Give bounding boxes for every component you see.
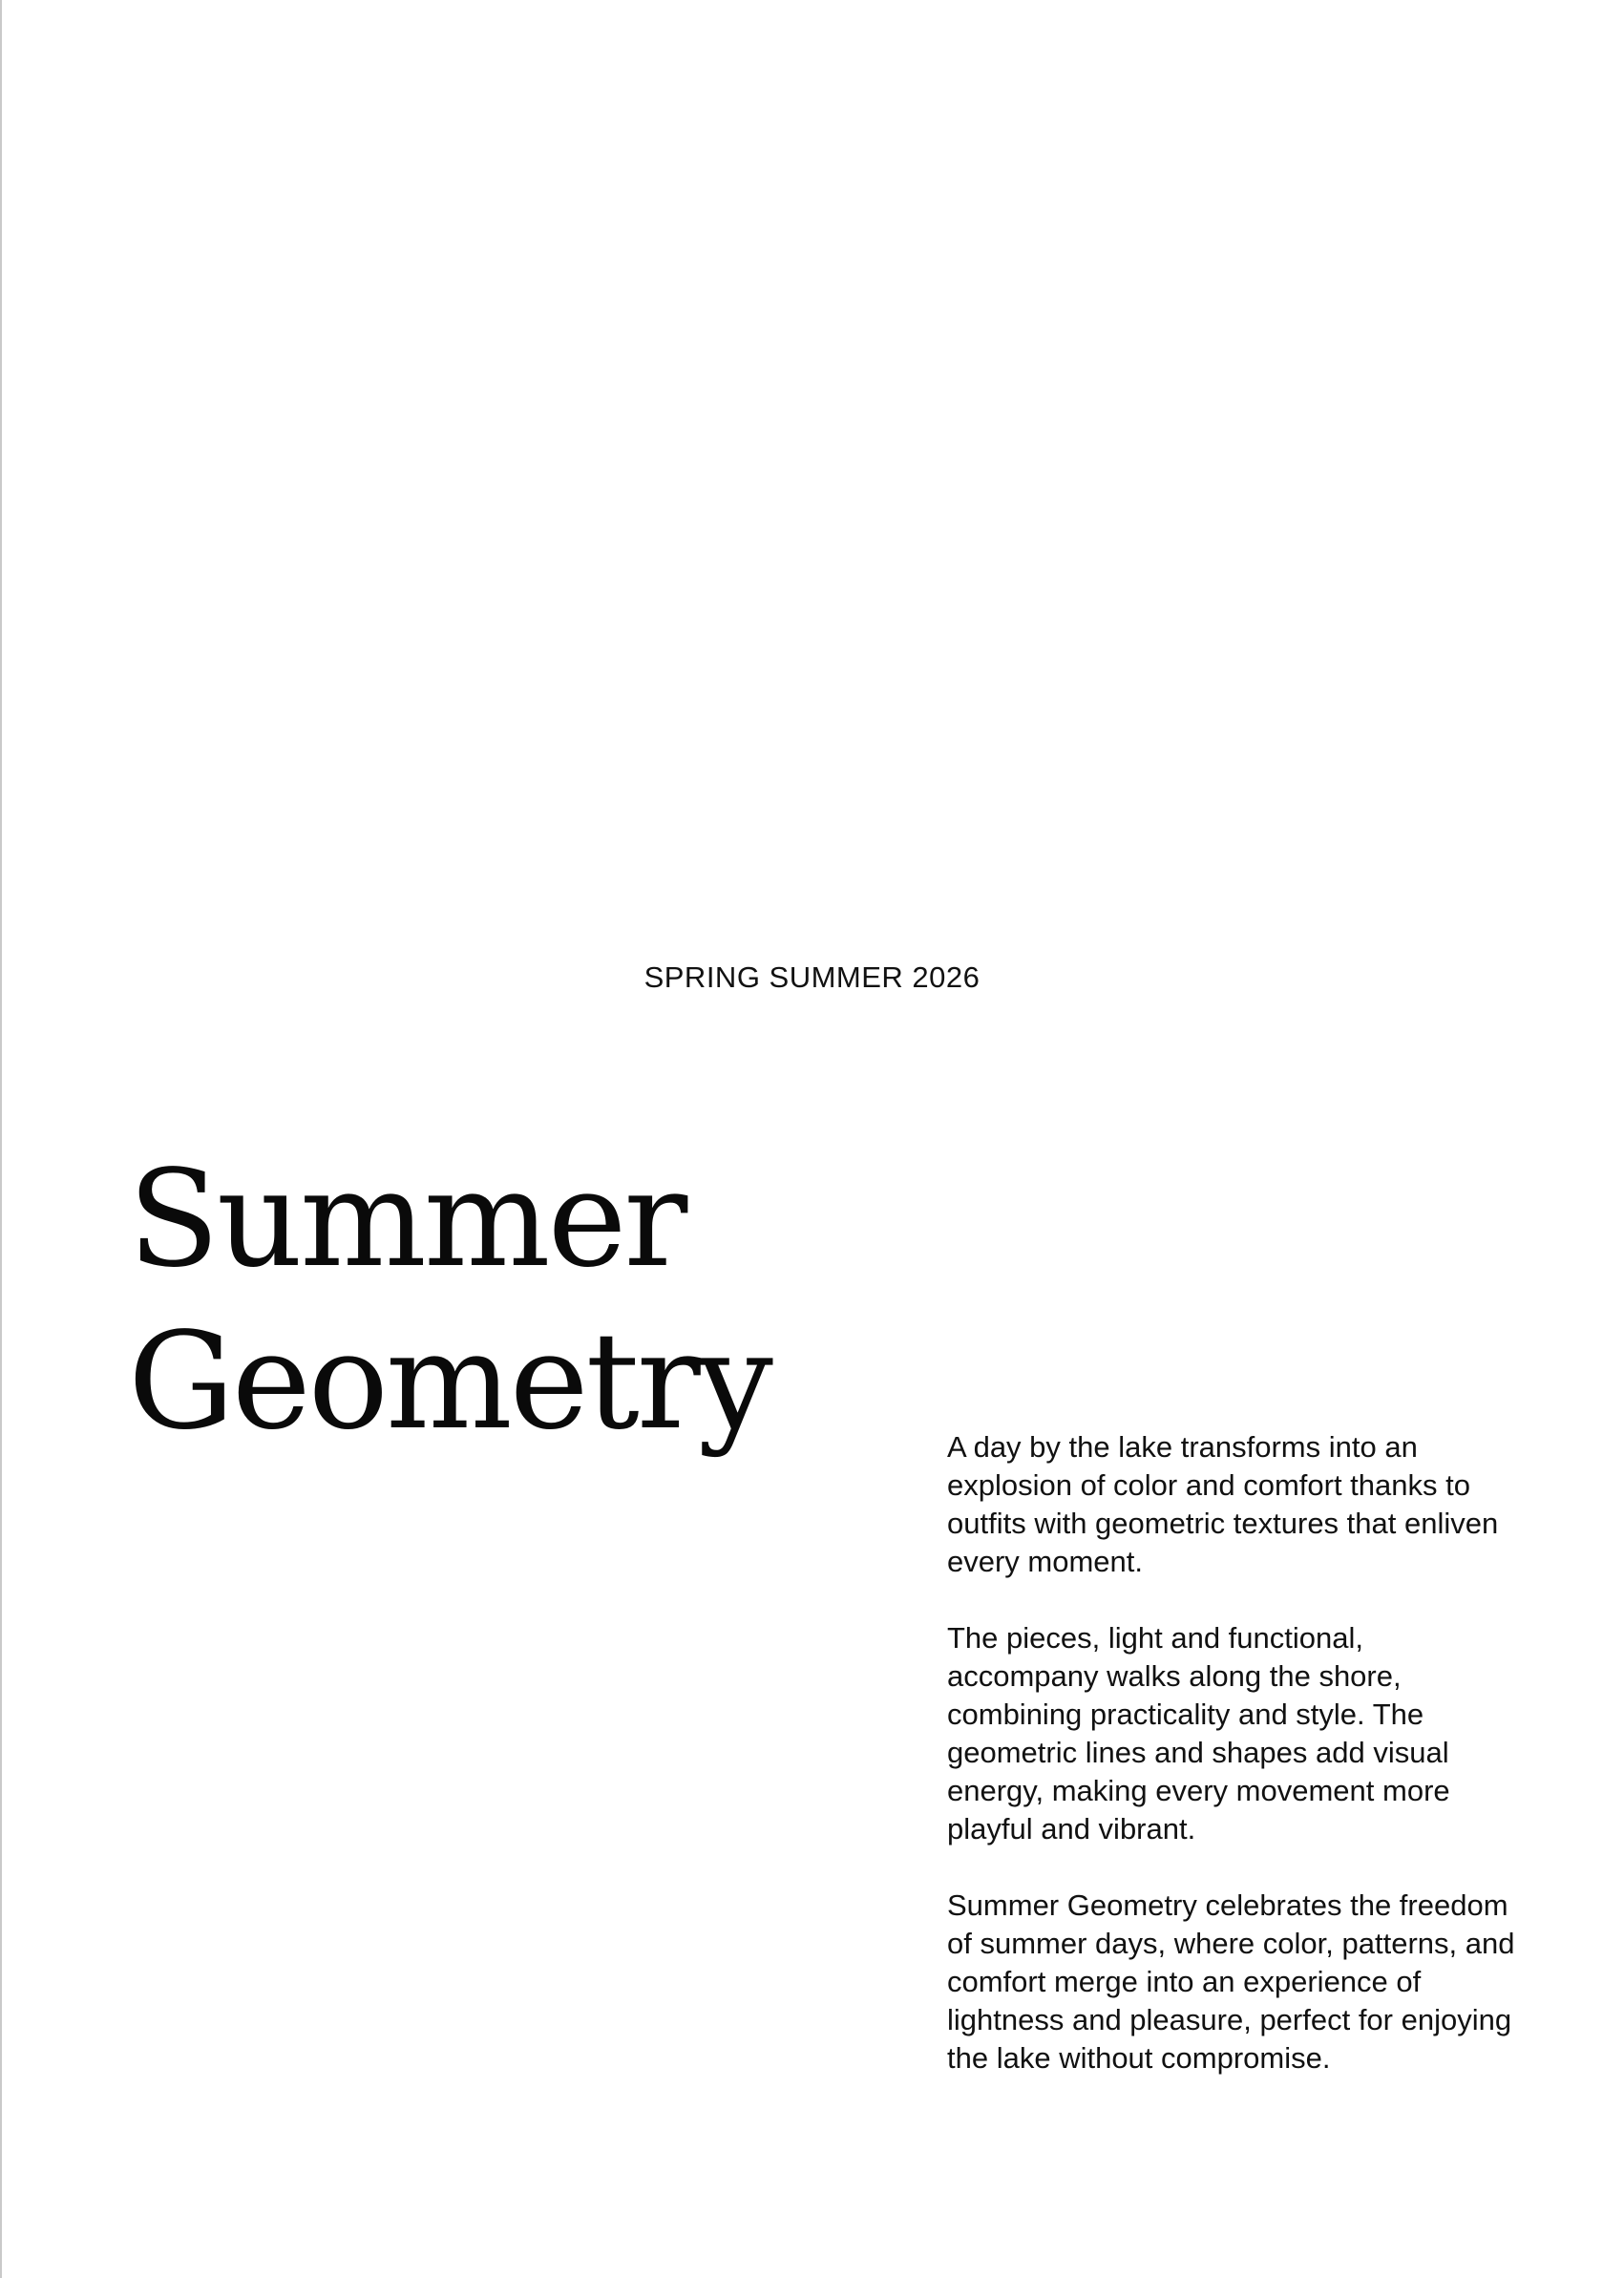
body-paragraph-3: Summer Geometry celebrates the freedom of summer days, where color, patterns, and comfort merge into an experience of lightness and pleasure, perfect for enjoying the lake without compromise. <box>947 1888 1515 2075</box>
body-paragraph-2: The pieces, light and functional, accompany walks along the shore, combining practicality and style. The geometric lines and shapes add visual energy, making every movement more playful and vibrant. <box>947 1621 1450 1846</box>
body-text <box>947 1428 1520 2078</box>
season-label: SPRING SUMMER 2026 <box>643 960 981 994</box>
body-paragraph-1: A day by the lake transforms into an explosion of color and comfort thanks to outfits with geometric textures that enliven every moment. <box>947 1430 1499 1578</box>
title-line-1: Summer <box>128 1142 685 1297</box>
title-line-2: Geometry <box>128 1304 770 1460</box>
page-edge-divider <box>0 0 2 2278</box>
page-title <box>128 1139 770 1464</box>
